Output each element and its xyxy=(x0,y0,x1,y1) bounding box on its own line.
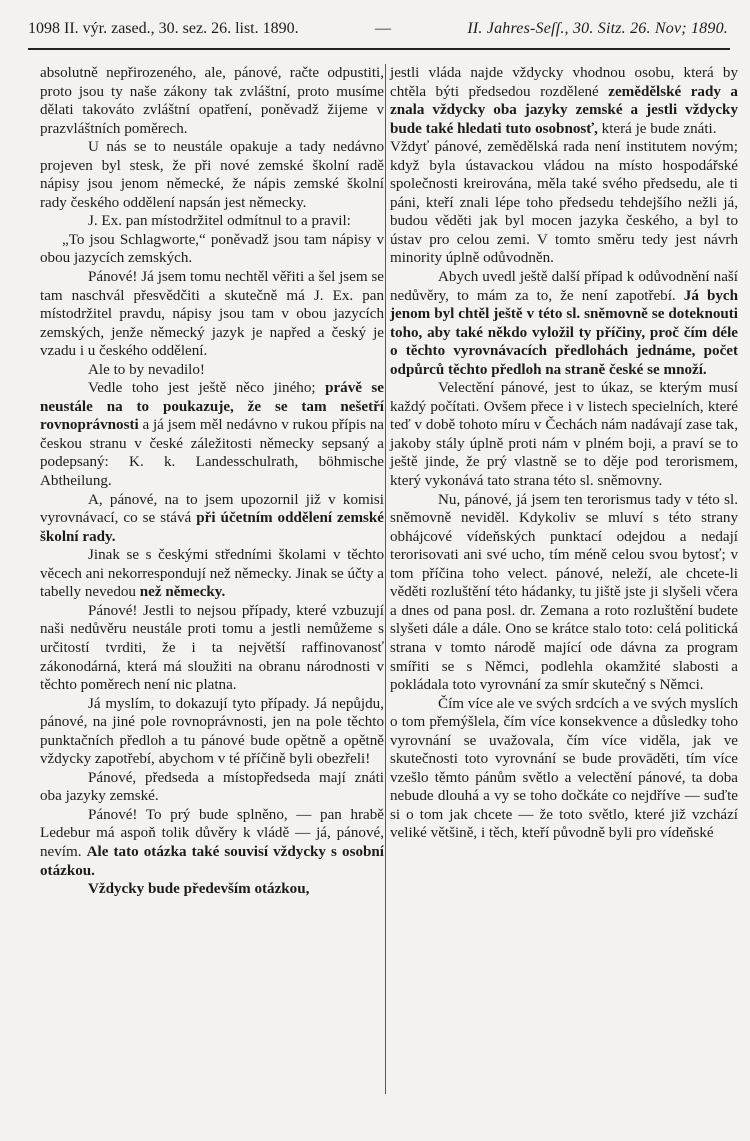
text-run: a já jsem měl nedávno v rukou přípis na českou stranu v české záležitosti německy sepsaný a podepsaný: K. k. Landesschulrath, böhmische Abtheilung. xyxy=(40,417,384,490)
text-run: Vedle toho jest ještě něco jiného; xyxy=(88,380,326,397)
text-run: Pánové! Já jsem tomu nechtěl věřiti a šel jsem se tam naschvál přesvědčiti a skutečně má J. Ex. pan místodržitel pravdu, nápisy jsou tam v obou jazycích zemských, jenže německý jazyk je napřed a český je vzadu i u českého oddělení. xyxy=(40,269,384,360)
paragraph xyxy=(40,64,384,138)
text-run: Jinak se s českými středními školami v těchto věcech ani nekorrespondují než německy. Jinak se účty a tabelly nevedou xyxy=(40,547,384,601)
text-run: „To jsou Schlagworte,“ poněvadž jsou tam nápisy v obou jazycích zemských. xyxy=(40,231,384,267)
paragraph xyxy=(40,695,384,769)
text-run: Abych uvedl ještě další případ k odůvodnění naší nedůvěry, to mám za to, že není zapotřebí. xyxy=(390,269,738,304)
header-dash: — xyxy=(374,20,391,37)
paragraph xyxy=(40,880,384,899)
header-german: II. Jahres-Seſſ., 30. Sitz. 26. Nov; 1890. xyxy=(467,20,728,37)
text-run: při účetním oddělení zemské školní rady. xyxy=(40,510,384,545)
column-divider xyxy=(385,64,386,1094)
text-run: Ale tato otázka také souvisí vždycky s osobní otázkou. xyxy=(40,843,384,879)
paragraph xyxy=(390,64,738,138)
paragraph xyxy=(40,379,384,490)
paragraph xyxy=(390,491,738,695)
text-run: U nás se to neustále opakuje a tady nedávno projeven byl stesk, že při nové zemské školní radě nápisy jsou jenom německé, že nápis zemské školní rady českého oddělení napsán jest německy. xyxy=(40,139,384,211)
left-column xyxy=(40,64,384,899)
paragraph xyxy=(40,546,384,602)
paragraph xyxy=(390,379,738,490)
text-run: než německy. xyxy=(139,584,226,601)
paragraph xyxy=(40,769,384,806)
text-run: Já bych jenom byl chtěl ještě v této sl. sněmovně se doteknouti toho, aby také někdo vyložil ty příčiny, proč čím déle o těchto vyrovnávacích předlohách jednáme, počet odpůrců těchto předloh na straně české se množí. xyxy=(390,287,738,378)
header-czech: 1098 II. výr. zased., 30. sez. 26. list. 1890. xyxy=(28,20,299,37)
text-run: J. Ex. pan místodržitel odmítnul to a pravil: xyxy=(88,213,351,230)
text-run: A, pánové, na to jsem upozornil již v komisi vyrovnávací, co se stává xyxy=(40,491,384,527)
paragraph xyxy=(40,231,384,268)
page-header xyxy=(28,20,728,38)
right-column xyxy=(390,64,738,843)
text-run: Velectění pánové, jest to úkaz, se kterým musí každý počítati. Ovšem přece i v listech specielních, které teď v době tohoto míru v Čechách nám nadávají zase tak, jakoby stály úplně proti nám v plném boji, a praví se to ještě jinde, že prý vlastně se to děje pod terorismem, který vykonává tato strana této sl. sněmovny. xyxy=(390,380,738,490)
paragraph xyxy=(390,138,738,268)
paragraph xyxy=(40,602,384,695)
paragraph xyxy=(40,268,384,361)
text-run: Ale to by nevadilo! xyxy=(88,361,205,378)
text-run: právě se neustále na to poukazuje, že se tam nešetří rovnoprávnosti xyxy=(40,380,385,434)
text-run: Nu, pánové, já jsem ten terorismus tady v této sl. sněmovně neviděl. Kdykoliv se mluví s této strany obhájcové vídeňských punktací odejdou a nedají terorisovati ani své ucho, tím méně celou svou bytosť; v tom příčina toho velect. pánové, neleží, ale chcete-li věděti rozluštění této hádanky, tu jiště jste ji slyšeli včera a dnes od pana posl. dr. Zemana a roto rozluštění budete slyšeti dále a dále. Ono se krátce stalo toto: celá politická strana v tomto národě mající ode dávna za program smířiti se s Němci, podlehla okamžité slabosti a pokládala toto vyrovnání za smír skutečný s Němci. xyxy=(390,491,738,694)
paragraph xyxy=(390,268,738,379)
paragraph xyxy=(40,212,384,231)
paragraph xyxy=(40,138,384,212)
text-run: Vždyť pánové, zemědělská rada není institutem novým; když byla ústavackou vládou na místo hospodářské společnosti kreirována, měla také svého předsedu, ale ti páni, kteří znali lépe toho předsedu tehdejšího nežli já, budou věděti jak byl mocen jazyka českého, a byl to ústav pro celou zemi. V tomto směru tedy jest návrh minority úplně odůvodněn. xyxy=(390,139,738,267)
paragraph xyxy=(40,361,384,380)
paragraph xyxy=(390,695,738,843)
paragraph xyxy=(40,491,384,547)
text-run: jestli vláda najde vždycky vhodnou osobu, která by chtěla býti předsedou rozdělené xyxy=(390,65,738,100)
text-run: Já myslím, to dokazují tyto případy. Já nepůjdu, pánové, na jiné pole rovnoprávnosti, jen na pole těchto punktačních předloh a tu pánové bude opětně a opětně vždycky zapotřebí, abychom v té příčině byli obezřeli! xyxy=(40,695,384,768)
text-run: Pánové! To prý bude splněno, — pan hrabě Ledebur má aspoň tolik důvěry k vládě — já, pánové, nevím. xyxy=(40,806,384,860)
text-run: Čím více ale ve svých srdcích a ve svých myslích o tom přemýšlela, čím více konsekvence a důsledky toho vyrovnání se uvažovala, čím více viděla, jak ve skutečnosti toto vyrovnání se bude provāděti, tím více vzešlo těmto pánům světlo a velectění pánové, ta doba nebude dlouhá a vy se toho dočkáte co nejdříve — suďte si o tom jak chcete — že toto světlo, které již vzchází veliké většině, i těch, kteří původně byli pro vídeňské xyxy=(390,695,738,842)
text-run: která je bude znáti. xyxy=(597,120,717,137)
text-run: zemědělské rady a znala vždycky oba jazyky zemské a jestli vždycky bude také hledati tuto osobnosť, xyxy=(390,83,738,137)
text-run: Pánové, předseda a místopředseda mají znáti oba jazyky zemské. xyxy=(40,769,384,805)
text-run: Vždycky bude především otázkou, xyxy=(88,881,310,898)
text-run: absolutně nepřirozeného, ale, pánové, račte odpustiti, proto jsou ty naše zákony tak zvláštní, proto musíme dělati takováto zvláštní opatření, poněvadž žijeme v prazvláštních poměrech. xyxy=(40,65,384,137)
text-run: Pánové! Jestli to nejsou případy, které vzbuzují naši nedůvěru neustále proti tomu a jestli nemůžeme s určitostí tvrditi, že i ta největší raffinovanosť zákonodárná, která má sloužiti na obranu národnosti v těchto poměrech není nic platna. xyxy=(40,602,384,694)
header-rule xyxy=(28,48,730,50)
paragraph xyxy=(40,806,384,880)
